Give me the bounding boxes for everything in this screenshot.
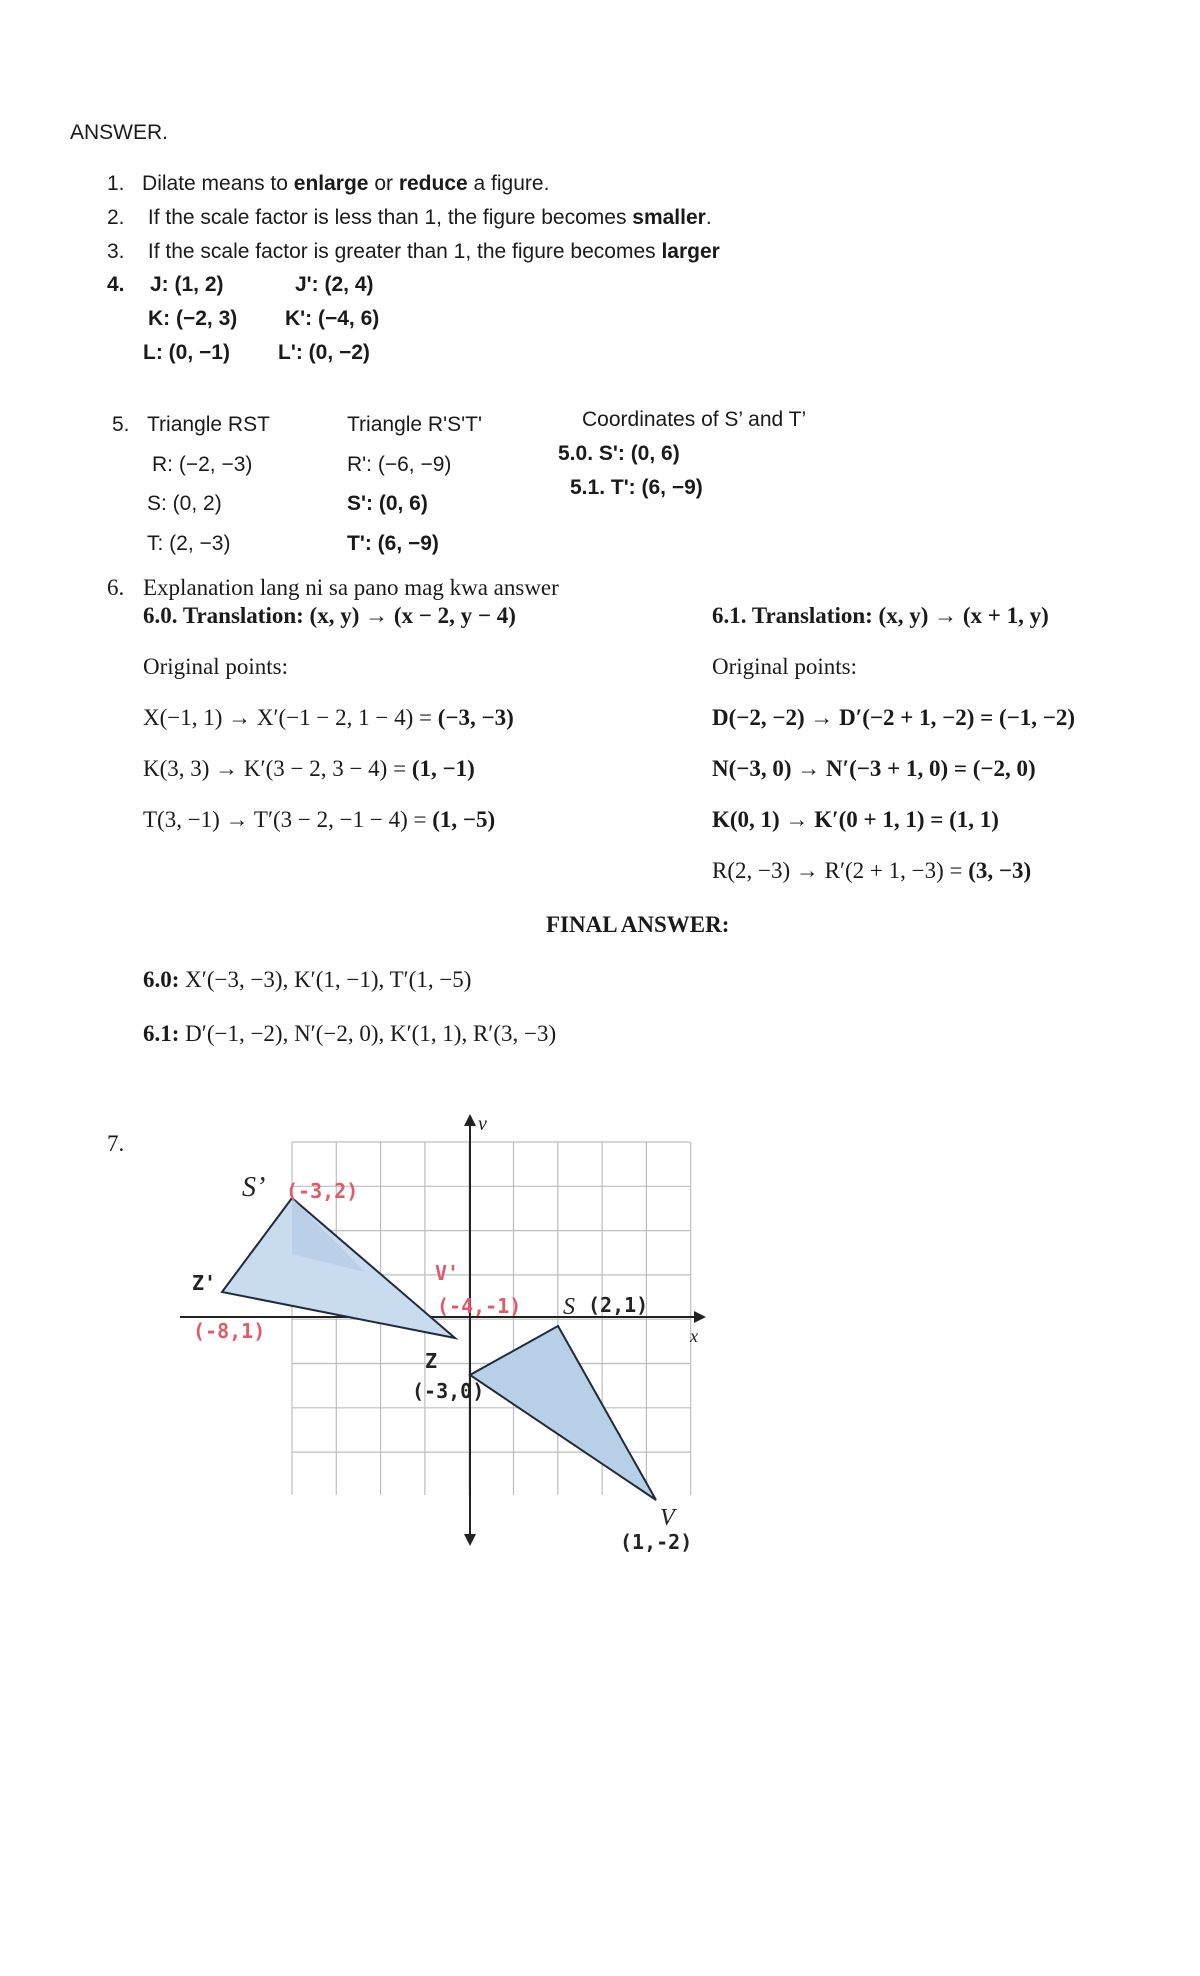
- s-label: S: [563, 1294, 575, 1320]
- triangle-original: [470, 1326, 656, 1500]
- answer-text: .: [705, 206, 712, 229]
- y-axis-label: v: [478, 1113, 487, 1135]
- answer-num: 2.: [107, 206, 125, 229]
- original-points-label: Original points:: [712, 654, 858, 679]
- answer-bold: enlarge: [293, 172, 369, 195]
- s-prime-coord: (-3,2): [286, 1179, 359, 1203]
- answer-bold: reduce: [398, 172, 468, 195]
- coords-heading: Coordinates of S’ and T’: [582, 408, 807, 431]
- answer-4-num: 4.: [107, 273, 125, 296]
- translation-calc: X(−1, 1) → X′(−1 − 2, 1 − 4) =: [143, 705, 438, 730]
- point-image: J': (2, 4): [295, 273, 374, 296]
- point-original: K: (−2, 3): [148, 307, 238, 330]
- translation-result: (3, −3): [968, 858, 1032, 883]
- answer-5-num: 5.: [112, 413, 130, 436]
- s-coord: (2,1): [588, 1293, 649, 1317]
- final-answer-6-0: [143, 967, 471, 993]
- final-text: X′(−3, −3), K′(1, −1), T′(1, −5): [179, 967, 472, 992]
- answer-5-1: 5.1. T': (6, −9): [570, 476, 703, 499]
- answer-text: If the scale factor is less than 1, the figure becomes: [147, 206, 633, 229]
- answer-text: If the scale factor is greater than 1, the figure becomes: [147, 240, 662, 263]
- answer-bold: smaller: [632, 206, 706, 229]
- coordinate-graph: [180, 1100, 720, 1570]
- translation-result: (1, −5): [432, 807, 496, 832]
- answer-num: 3.: [107, 240, 125, 263]
- point-s: S: (0, 2): [147, 492, 222, 515]
- translation-line: D(−2, −2) → D′(−2 + 1, −2) = (−1, −2): [712, 705, 1075, 730]
- final-text: D′(−1, −2), N′(−2, 0), K′(1, 1), R′(3, −3): [179, 1021, 557, 1046]
- answer-6-num: 6.: [107, 575, 125, 600]
- s-prime-label: S’: [242, 1172, 266, 1203]
- point-original: L: (0, −1): [143, 341, 230, 364]
- translation-line: N(−3, 0) → N′(−3 + 1, 0) = (−2, 0): [712, 756, 1036, 781]
- final-label: 6.1:: [143, 1021, 180, 1046]
- answer-text: Dilate means to: [142, 172, 294, 195]
- v-coord: (1,-2): [620, 1530, 693, 1554]
- triangle-rst-prime-heading: Triangle R'S'T': [347, 413, 482, 436]
- x-axis-label: x: [690, 1326, 698, 1346]
- point-r: R: (−2, −3): [152, 453, 253, 476]
- point-image: K': (−4, 6): [285, 307, 380, 330]
- point-s-prime: S': (0, 6): [347, 492, 428, 515]
- original-points-label: Original points:: [143, 654, 289, 679]
- triangle-rst-heading: Triangle RST: [147, 413, 270, 436]
- point-r-prime: R': (−6, −9): [347, 453, 452, 476]
- translation-line: [143, 756, 475, 782]
- translation-result: (−3, −3): [437, 705, 514, 730]
- point-t: T: (2, −3): [147, 532, 231, 555]
- translation-calc: R(2, −3) → R′(2 + 1, −3) =: [712, 858, 969, 883]
- answer-num: 1.: [107, 172, 125, 195]
- v-label: V: [660, 1505, 675, 1531]
- translation-line: K(0, 1) → K′(0 + 1, 1) = (1, 1): [712, 807, 999, 832]
- answer-1: [107, 172, 549, 196]
- z-prime-label: Z': [192, 1271, 217, 1295]
- v-prime-coord: (-4,-1): [437, 1294, 522, 1318]
- point-t-prime: T': (6, −9): [347, 532, 439, 555]
- translation-line: [143, 705, 514, 731]
- z-prime-coord: (-8,1): [193, 1319, 266, 1343]
- final-label: 6.0:: [143, 967, 180, 992]
- z-coord: (-3,0): [412, 1379, 485, 1403]
- final-answer-6-1: [143, 1021, 556, 1047]
- translation-6-0-title: 6.0. Translation: (x, y) → (x − 2, y − 4): [143, 603, 516, 628]
- answer-bold: larger: [661, 240, 720, 263]
- translation-line: [143, 807, 495, 833]
- point-original: J: (1, 2): [150, 273, 224, 296]
- final-answer-title: FINAL ANSWER:: [546, 912, 730, 937]
- answer-text: or: [368, 172, 399, 195]
- translation-calc: K(3, 3) → K′(3 − 2, 3 − 4) =: [143, 756, 412, 781]
- answer-6-intro: Explanation lang ni sa pano mag kwa answer: [143, 575, 559, 600]
- answer-5-0: 5.0. S': (0, 6): [558, 442, 680, 465]
- v-prime-label: V': [435, 1261, 460, 1285]
- translation-line: [712, 858, 1031, 884]
- translation-6-1-title: 6.1. Translation: (x, y) → (x + 1, y): [712, 603, 1049, 628]
- translation-result: (1, −1): [411, 756, 475, 781]
- answer-3: [107, 240, 720, 264]
- answer-7-num: 7.: [107, 1131, 125, 1156]
- point-image: L': (0, −2): [278, 341, 370, 364]
- z-label: Z: [425, 1349, 438, 1373]
- translation-calc: T(3, −1) → T′(3 − 2, −1 − 4) =: [143, 807, 433, 832]
- answer-2: [107, 206, 712, 230]
- answer-text: a figure.: [467, 172, 550, 195]
- header: ANSWER.: [70, 121, 169, 144]
